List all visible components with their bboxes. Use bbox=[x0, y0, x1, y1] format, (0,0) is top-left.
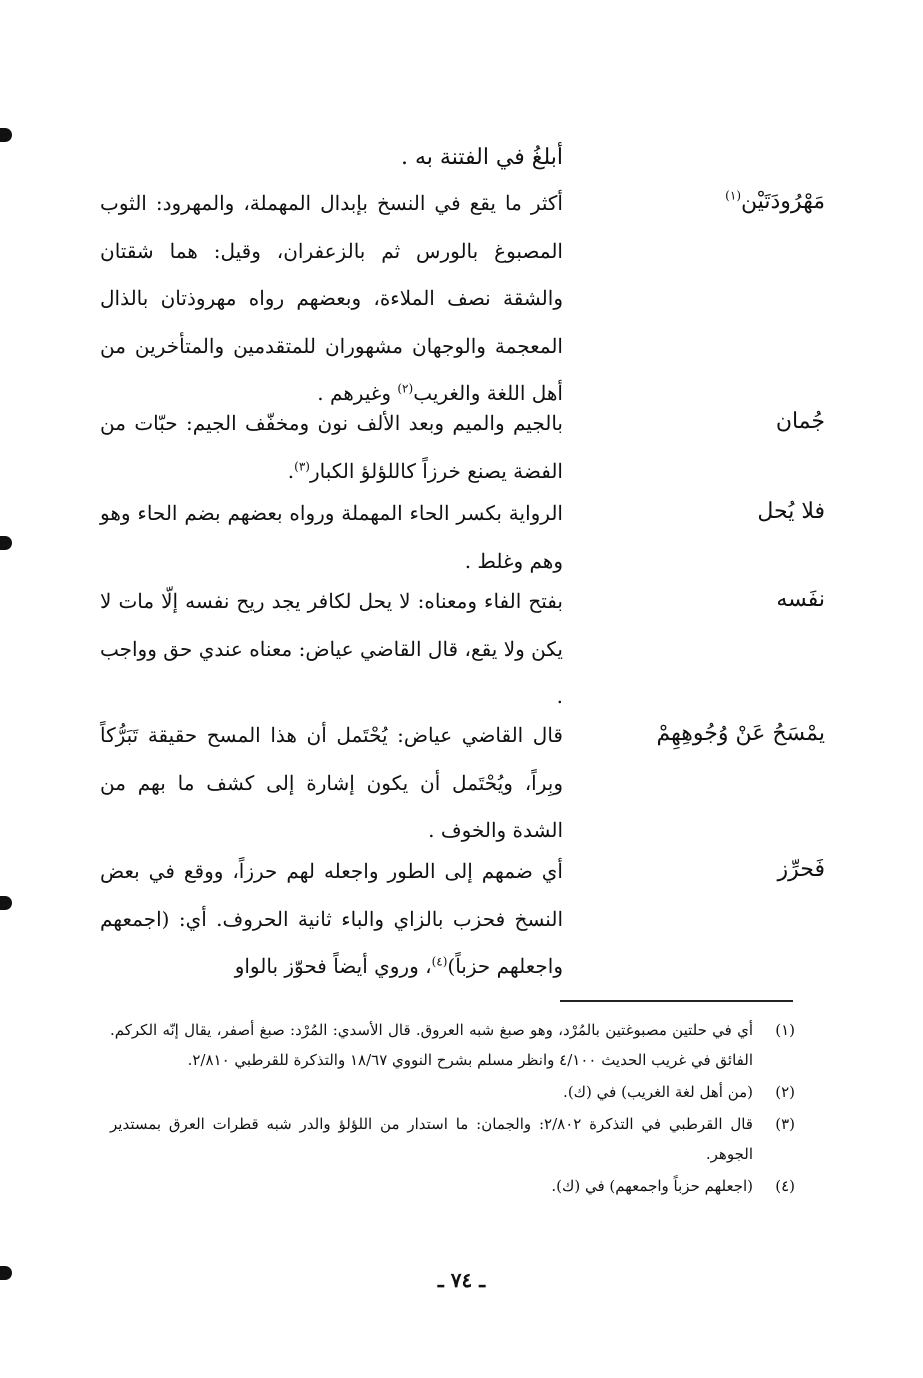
entry-term: نفَسه bbox=[776, 587, 825, 612]
entry-definition: الرواية بكسر الحاء المهملة ورواه بعضهم بضم الحاء وهو وهم وغلط . bbox=[100, 501, 563, 573]
entry-term: يمْسَحُ عَنْ وُجُوهِهِمْ bbox=[656, 721, 825, 746]
footnote-text: أي في حلتين مصبوغتين بالمُرْد، وهو صبغ شبه العروق. قال الأسدي: المُرْد: صبغ أصفر، يقال إنّه الكركم. الفائق في غريب الحديث ٤/١٠٠ وانظر مسلم بشرح النووي ١٨/٦٧ والتذكرة للقرطبي ٢/٨١٠. bbox=[110, 1021, 753, 1069]
binding-mark bbox=[0, 536, 12, 550]
footnote-text: (اجعلهم حزباً واجمعهم) في (ك). bbox=[551, 1177, 753, 1195]
footnotes bbox=[110, 1015, 795, 1203]
definition-footnote-ref: (٢) bbox=[397, 381, 414, 396]
definition-footnote-ref: (٤) bbox=[431, 954, 448, 969]
entry-definition: قال القاضي عياض: يُحْتَمل أن هذا المسح حقيقة تَبَرُّكاً وبِراً، ويُحْتَمل أن يكون إشارة إلى كشف ما بهم من الشدة والخوف . bbox=[100, 723, 563, 842]
footnote-number: (٢) bbox=[775, 1083, 795, 1101]
footnote bbox=[110, 1015, 795, 1075]
footnote-number: (٤) bbox=[775, 1177, 795, 1195]
entry-definition: أي ضمهم إلى الطور واجعله لهم حرزاً، ووقع في بعض النسخ فحزب بالزاي والباء ثانية الحروف. أي: (اجمعهم واجعلهم حزباً)$^{(٤)}$، وروي أيضاً فحوّز بالواو bbox=[100, 859, 563, 978]
footnote-text: (من أهل لغة الغريب) في (ك). bbox=[563, 1083, 753, 1101]
entry-term: مَهْرُودَتَيْن$^{(١)}$ bbox=[725, 188, 825, 214]
entry-definition: بالجيم والميم وبعد الألف نون ومخفّف الجيم: حبّات من الفضة يصنع خرزاً كاللؤلؤ الكبار$^{(٣)}$. bbox=[100, 411, 563, 483]
intro-line: أبلغُ في الفتنة به . bbox=[401, 145, 563, 170]
footnote-number: (٣) bbox=[775, 1115, 795, 1133]
entry-term: فلا يُحل bbox=[757, 499, 825, 524]
footnote bbox=[110, 1171, 795, 1201]
footnote bbox=[110, 1077, 795, 1107]
entry-term: فَحرِّز bbox=[777, 857, 825, 882]
definition-footnote-ref: (٣) bbox=[294, 458, 310, 473]
entry-definition: بفتح الفاء ومعناه: لا يحل لكافر يجد ريح نفسه إلّا مات لا يكن ولا يقع، قال القاضي عياض: معناه عندي حق وواجب . bbox=[100, 589, 563, 708]
binding-mark bbox=[0, 896, 12, 910]
footnote bbox=[110, 1109, 795, 1169]
footnote-number: (١) bbox=[775, 1021, 795, 1039]
footnote-text: قال القرطبي في التذكرة ٢/٨٠٢: والجمان: ما استدار من اللؤلؤ والدر شبه قطرات العرق بمستدير الجوهر. bbox=[110, 1115, 753, 1163]
entry-term: جُمان bbox=[775, 409, 825, 434]
term-footnote-ref: (١) bbox=[725, 188, 741, 203]
entry-definition: أكثر ما يقع في النسخ بإبدال المهملة، والمهرود: الثوب المصبوغ بالورس ثم بالزعفران، وقيل: هما شقتان والشقة نصف الملاءة، وبعضهم رواه مهروذتان بالذال المعجمة والوجهان مشهوران للمتقدمين والمتأخرين من أهل اللغة والغريب$^{(٢)}$ وغيرهم . bbox=[100, 191, 563, 405]
page-number: ـ ٧٤ ـ bbox=[437, 1268, 486, 1292]
binding-mark bbox=[0, 128, 12, 142]
footnote-divider bbox=[560, 1000, 793, 1002]
